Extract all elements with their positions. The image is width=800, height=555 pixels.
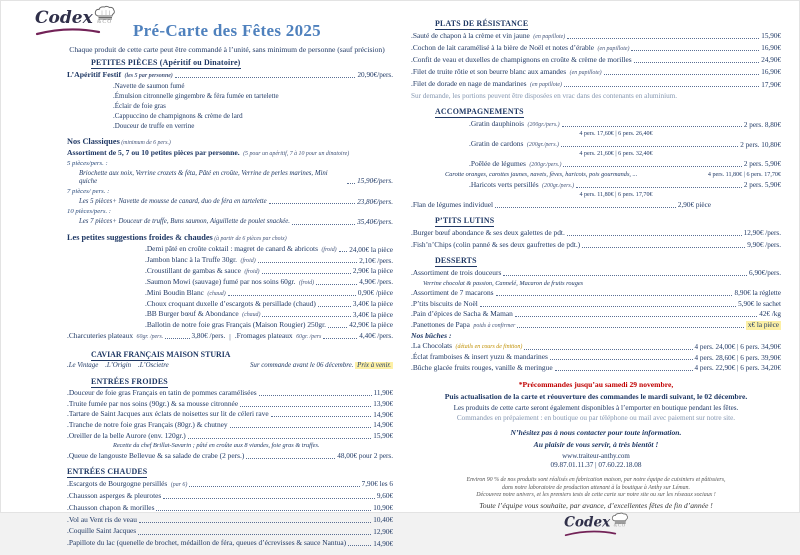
item-price: 0,90€ /pièce (357, 289, 393, 298)
menu-item-row (411, 269, 781, 278)
dotted-leader (318, 306, 351, 307)
menu-item-row (411, 56, 781, 65)
item-label: 5 pièces/pers. : (67, 160, 108, 168)
item-label: 7 pièces/ pers. : (67, 187, 110, 195)
item-price: 8,90€ la réglette (734, 289, 781, 298)
item-name: .Éclat framboises & insert yuzu & mandarines (411, 352, 548, 362)
section-heading-note: (minimum de 6 pers.) (119, 140, 171, 147)
section-heading-text: Nos Classiques (67, 137, 120, 147)
item-note: 60gr. /pers. (135, 333, 164, 340)
item-name: .Charcuteries plateaux 60gr. /pers. (67, 330, 164, 340)
item-note: (les 5 par personne) (123, 72, 173, 79)
menu-item-row (67, 516, 393, 525)
dotted-leader (163, 498, 375, 499)
item-name: .Escargots de Bourgogne persillés (par 6) (67, 478, 188, 488)
menu-item-row (411, 321, 781, 330)
dotted-leader (175, 77, 356, 78)
menu-item-row (145, 278, 393, 287)
menu-subitem: .Douceur de truffe en verrine (113, 122, 195, 131)
section-heading-text: PETITES PIÈCES (Apéritif ou Dinatoire) (91, 58, 241, 67)
item-price: 17,90€ (761, 80, 781, 89)
item-price: 16,90€ (761, 68, 781, 77)
dotted-leader (246, 458, 335, 459)
item-price: 3,40€ la pièce (352, 299, 393, 308)
footer-line: *Précommandes jusqu’au samedi 29 novembre, (518, 380, 674, 390)
footer-line: Les produits de cette carte seront également disponibles à l’emporter en boutique pendant les fêtes. (453, 403, 739, 412)
item-price: 42€ /kg (759, 310, 781, 319)
dotted-leader (517, 327, 744, 328)
page-title: Pré-Carte des Fêtes 2025 (133, 21, 321, 40)
item-description: Carotte oranges, carottes jaunes, navets, fèves, haricots, pois gourmands, ... (445, 170, 638, 178)
dotted-leader (316, 284, 357, 285)
item-price: 2,90€ la pièce (352, 267, 393, 276)
footer-line: Environ 90 % de nos produits sont réalisés en fabrication maison, par notre équipe de cuisiniers et pâtissiers, (466, 476, 726, 483)
brand-suffix: &CO (96, 19, 113, 25)
menu-item-row (411, 229, 781, 238)
item-price: 2 pers. 5,90€ (743, 160, 781, 169)
footer-lines (411, 381, 781, 510)
section-heading (91, 350, 393, 359)
left-column (67, 58, 393, 555)
item-price: 35,40€/pers. (357, 217, 393, 226)
footer-line: Puis actualisation de la carte et réouverture des commandes le mardi suivant, le 02 décembre. (444, 391, 748, 401)
item-name: Assortiment de 5, 7 ou 10 petites pièces par personne. (67, 148, 240, 158)
dotted-leader (228, 295, 356, 296)
item-label: 10 pièces/pers. : (67, 207, 112, 215)
menu-item-row (67, 492, 393, 501)
menu-item-row (411, 353, 781, 362)
item-description-row (445, 171, 781, 179)
dotted-leader (262, 273, 351, 274)
item-name: .Mini Boudin Blanc (chaud) (145, 287, 226, 297)
footer-line: Découvrez notre univers, et les premiers tests de cette carte sur notre site ou sur les réseaux sociaux ! (476, 492, 716, 499)
item-price: 3,40€ la pièce (352, 310, 393, 319)
footer-line: Commandes en prépaiement : en boutique ou par téléphone ou mail avec paiement sur notre site. (456, 414, 736, 423)
portion-prices: 4 pers. 17,60€ | 6 pers. 26,40€ (579, 130, 653, 137)
menu-item-row (145, 267, 393, 276)
section-heading (91, 377, 393, 386)
menu-item-row (67, 527, 393, 536)
section-heading-text: CAVIAR FRANÇAIS (91, 349, 165, 359)
menu-item-row (411, 32, 781, 41)
dotted-leader (567, 235, 742, 236)
menu-item-row (67, 504, 393, 513)
menu-item-row (411, 44, 781, 53)
dotted-leader (634, 62, 760, 63)
item-price: 4 pers. 22,90€ | 6 pers. 34,20€ (694, 364, 781, 373)
dotted-leader (561, 146, 738, 147)
dotted-leader (259, 395, 372, 396)
item-name: .Haricots verts persillés (200gr./pers.) (469, 179, 575, 189)
brand-name: Codex (563, 514, 610, 531)
item-note: poids à confirmer (471, 322, 516, 329)
menu-section (67, 350, 393, 370)
item-note: (chaud) (240, 312, 261, 319)
section-heading-text: MAISON STURIA (164, 349, 231, 359)
dotted-leader (562, 126, 742, 127)
menu-item-row (79, 218, 393, 226)
item-price: 42,90€ la pièce (349, 321, 393, 330)
item-name: L’Apéritif Festif (les 5 par personne) (67, 69, 173, 79)
dotted-leader (550, 359, 693, 360)
dotted-leader (165, 338, 189, 339)
menu-item-row (411, 68, 781, 77)
section-heading-text: ENTRÉES CHAUDES (67, 467, 148, 477)
item-name: .Pain d’épices de Sacha & Maman (411, 309, 513, 319)
menu-section (67, 233, 393, 343)
item-price: 48,00€ pour 2 pers. (337, 451, 393, 460)
item-price: 16,90€ (761, 44, 781, 53)
item-note: (en papillote) (568, 69, 602, 76)
item-price: 24,90€ (761, 56, 781, 65)
dotted-leader (348, 545, 371, 546)
website-link[interactable]: www.traiteur-anthy.com (562, 451, 630, 460)
item-price: 2 pers. 5,90€ (743, 181, 781, 190)
item-price: 20,90€/pers. (357, 71, 393, 80)
caviar-row (67, 362, 393, 370)
menu-section (411, 216, 781, 249)
dotted-leader (138, 534, 371, 535)
item-name: .Oreiller de la belle Aurore (env. 120gr.) (67, 430, 186, 440)
menu-item-row (67, 432, 393, 441)
section-heading (67, 137, 393, 147)
item-name: .P’tits biscuits de Noël (411, 298, 478, 308)
item-note: (200gr./pers.) (527, 161, 562, 168)
menu-section (67, 467, 393, 548)
item-price: 4 pers. 28,60€ | 6 pers. 39,90€ (694, 353, 781, 362)
item-note: (en papillote) (528, 82, 562, 88)
menu-item-row (67, 480, 393, 489)
item-name: Les 7 pièces+ Douceur de truffe, Buns saumon, Aiguillette de poulet snackée. (79, 218, 290, 226)
menu-item-row (411, 241, 781, 250)
item-note: (froid) (239, 258, 256, 265)
menu-section (67, 58, 393, 130)
item-price: 12,90€ (373, 527, 393, 536)
menu-subitem: .Cappuccino de champignons & crème de lard (113, 112, 243, 121)
menu-item-row (411, 300, 781, 309)
dotted-leader (576, 187, 742, 188)
menu-item-row (79, 170, 393, 186)
dotted-leader (582, 247, 745, 248)
menu-subitem: .Éclair de foie gras (113, 101, 166, 110)
menu-item-row (411, 364, 781, 373)
dotted-leader (240, 406, 371, 407)
item-name: .Bûche glacée fruits rouges, vanille & meringue (411, 362, 553, 372)
section-heading-text: DESSERTS (435, 256, 477, 266)
dotted-leader (271, 416, 372, 417)
item-price: 3,80€ /pers. (191, 332, 226, 341)
menu-item-row (411, 201, 711, 210)
item-price: 2,90€ pièce (677, 201, 711, 210)
dotted-leader (564, 86, 759, 87)
dotted-leader (189, 486, 359, 487)
item-name: .Chausson asperges & pleurotes (67, 490, 162, 500)
item-price: 13,90€ (373, 399, 393, 408)
item-price: x€ la pièce (747, 321, 779, 330)
logo-swoosh-icon (564, 530, 617, 536)
menu-item-row (469, 181, 781, 190)
item-price: 10,90€ (373, 503, 393, 512)
menu-item-row (411, 80, 781, 89)
item-name: .Sauté de chapon à la crème et vin jaune (en papillote) (411, 30, 566, 40)
item-name: .Filet de truite rôtie et son beurre blanc aux amandes (en papillote) (411, 66, 602, 76)
item-name: .Panettones de Papa poids à confirmer (411, 319, 516, 329)
item-name: .Jambon blanc à la Truffe 30gr. (froid) (145, 255, 256, 265)
item-name: .Assortiment de trois douceurs (411, 268, 502, 277)
item-price: 2,10€ /pers. (359, 256, 393, 265)
item-name: .Burger bœuf abondance & ses deux galettes de pdt. (411, 228, 565, 237)
item-note: (froid) (320, 247, 337, 254)
item-name: .La Chocolats (détails en cours de finition) (411, 341, 523, 351)
price-to-come: Prix à venir. (357, 361, 391, 369)
item-name: .Demi pâté en croûte coktail : magret de canard & abricots (froid) (145, 244, 337, 254)
item-note: (détails en cours de finition) (454, 344, 523, 351)
item-price: 4,40€ /pers. (359, 332, 394, 341)
footer-line: Toute l’équipe vous souhaite, par avance, d’excellentes fêtes de fin d’année ! (479, 501, 713, 511)
menu-section (67, 137, 393, 226)
item-price: 14,90€ (373, 539, 393, 548)
menu-item-row (79, 198, 393, 206)
menu-item-row (469, 160, 781, 169)
dotted-leader (567, 38, 759, 39)
menu-item-left (67, 332, 225, 343)
item-note: (200gr./pers.) (526, 122, 560, 129)
menu-subitem: .Navette de saumon fumé (113, 81, 185, 90)
section-heading (91, 58, 393, 67)
item-price: 2 pers. 10,80€ (740, 140, 781, 149)
item-name: .Coquille Saint Jacques (67, 526, 137, 536)
section-heading-text: ACCOMPAGNEMENTS (435, 107, 524, 117)
item-price: 14,90€ (373, 421, 393, 430)
footer-line: Au plaisir de vous servir, à très bientôt ! (533, 439, 659, 449)
menu-item-row (235, 332, 393, 341)
menu-item-row (411, 342, 781, 351)
dotted-leader (258, 262, 358, 263)
menu-section (67, 377, 393, 460)
dotted-leader (524, 349, 692, 350)
right-column (411, 19, 781, 542)
divider: | (229, 332, 231, 342)
menu-subitem: .Émulsion citronnelle gingembre & féra fumée en tartelette (113, 91, 279, 100)
portion-prices: 4 pers. 21,60€ | 6 pers. 32,40€ (579, 150, 653, 157)
item-name: Les 5 pièces+ Navette de mousse de canard, duo de féra en tartelette (79, 198, 267, 206)
item-price: 9,90€ /pers. (747, 241, 781, 250)
dotted-leader (139, 522, 371, 523)
item-note: (froid) (297, 279, 315, 286)
item-label: Nos bûches : (411, 330, 452, 340)
dotted-leader (188, 438, 371, 439)
item-name: .Gratin dauphinois (200gr./pers.) (469, 119, 560, 129)
page-subtitle: Chaque produit de cette carte peut être commandé à l’unité, sans minimum de personne (sauf précision) (69, 45, 385, 54)
section-heading-text: ENTRÉES FROIDES (91, 376, 168, 386)
item-name: .Douceur de foie gras Français en tatin de pommes caramélisées (67, 388, 257, 398)
dotted-leader (495, 207, 676, 208)
item-note: (5 pour un apéritif, 7 à 10 pour un dinatoire) (241, 151, 350, 158)
item-name: .Fromages plateaux 60gr. /pers (234, 330, 322, 340)
menu-item-row (67, 400, 393, 409)
item-note: (par 6) (169, 481, 188, 488)
item-name: .Tranche de notre foie gras Français (80gr.) & chutney (67, 419, 228, 429)
item-name: .Tartare de Saint Jacques aux éclats de noisettes sur lit de céleri rave (67, 409, 269, 419)
brand-suffix: &CO (613, 522, 626, 528)
section-heading (435, 256, 781, 265)
dotted-leader (269, 203, 355, 204)
menu-item-row (145, 321, 393, 330)
menu-section (411, 19, 781, 100)
item-note: (200gr./pers.) (540, 182, 575, 189)
section-heading-text: P’TITS LUTINS (435, 216, 495, 226)
item-price: 23,80€/pers. (357, 197, 393, 206)
item-note: 60gr. /pers (294, 333, 322, 340)
item-name: .Filet de dorade en nage de mandarines (en papillote) (411, 79, 562, 88)
menu-item-row (411, 289, 781, 298)
section-note: Sur demande, les portions peuvent être disposées en vrac dans des contenants en aluminium. (411, 92, 678, 101)
menu-item-row (67, 149, 393, 158)
item-price: 4,90€ /pers. (359, 278, 393, 287)
dotted-leader (156, 510, 371, 511)
menu-item-row (145, 300, 393, 309)
menu-item-row (67, 332, 225, 341)
dotted-leader (604, 74, 760, 75)
item-price: 4 pers. 24,00€ | 6 pers. 34,90€ (694, 342, 781, 351)
right-sections (411, 19, 781, 372)
item-price: 14,90€ (373, 410, 393, 419)
item-price: 2 pers. 8,80€ (743, 120, 781, 129)
menu-item-row (145, 289, 393, 298)
menu-item-row (67, 452, 393, 461)
caviar-varieties: .Le Vintage .L’Origin .L’Oscietre (67, 361, 169, 369)
dotted-leader (262, 316, 350, 317)
section-heading (67, 233, 393, 243)
item-price: 5,90€ le sachet (738, 299, 781, 308)
section-heading (435, 216, 781, 225)
menu-item-row (469, 120, 781, 129)
dotted-leader (631, 50, 759, 51)
item-price: 12,90€ /pers. (743, 229, 781, 238)
item-name: .Gratin de cardons (200gr./pers.) (469, 139, 559, 148)
footer (411, 381, 781, 541)
item-price: 11,90€ (373, 389, 393, 398)
dotted-leader (503, 275, 747, 276)
dotted-leader (292, 224, 355, 225)
caviar-availability: Sur commande avant le 06 décembre. Prix à venir. (249, 361, 391, 369)
portion-prices: 4 pers. 11,80€ | 6 pers. 17,70€ (579, 191, 653, 198)
section-heading (435, 19, 781, 28)
menu-item-right (235, 332, 393, 343)
item-name: .Vol au Vent ris de veau (67, 514, 137, 524)
item-name: .Croustillant de gambas & sauce (froid) (145, 265, 260, 275)
item-name: .Fish’n’Chips (colin panné & ses deux gaufrettes de pdt.) (411, 239, 581, 249)
menu-section (411, 107, 781, 209)
menu-item-row (67, 389, 393, 398)
item-name: .Saumon Mowi (sauvage) fumé par nos soins 60gr. (froid) (145, 276, 315, 286)
item-note: (froid) (242, 268, 260, 275)
brand-name: Codex (35, 8, 93, 28)
dotted-leader (339, 251, 348, 252)
item-name: .Truite fumée par nos soins (90gr.) & sa mousse citronnée (67, 398, 239, 408)
section-heading (435, 107, 781, 116)
menu-item-row (469, 140, 781, 149)
portion-prices: 4 pers. 11,80€ | 6 pers. 17,70€ (707, 171, 781, 178)
dotted-leader (347, 183, 355, 184)
footer-line: N’hésitez pas à nous contacter pour toute information. (510, 428, 682, 438)
item-name: .Confit de veau et duxelles de champignons en croûte & crème de morilles (411, 54, 632, 64)
item-price: 15,90€/pers. (357, 177, 393, 186)
item-name: .Assortiment de 7 macarons (411, 287, 494, 297)
footer-line: 09.87.01.11.37 | 07.60.22.18.08 (550, 461, 642, 470)
dotted-leader (323, 338, 357, 339)
item-name: .Cochon de lait caramélisé à la bière de Noël et notes d’érable (en papillote) (411, 42, 630, 52)
menu-item-row (145, 310, 393, 319)
menu-item-row (67, 410, 393, 419)
item-note: (en papillote) (531, 33, 566, 40)
menu-item-row-double (67, 332, 393, 343)
menu-item-row (67, 71, 393, 80)
item-name: .Papillote du lac (quenelle de brochet, médaillon de féra, queues d’écrevisses & sauce Nantua) (67, 538, 347, 548)
item-name: .Poêlée de légumes (200gr./pers.) (469, 158, 562, 168)
dotted-leader (230, 427, 372, 428)
dotted-leader (480, 306, 736, 307)
item-price: 6,90€/pers. (749, 269, 781, 278)
footer-line: dans notre laboratoire de production attenant à la boutique à Anthy sur Léman. (502, 484, 690, 491)
item-price: 9,60€ (376, 492, 393, 500)
menu-item-row (145, 245, 393, 254)
section-heading-text: Les petites suggestions froides & chaudes (67, 233, 213, 243)
item-name: Briochette aux noix, Verrine crozets & féta, Pâté en croûte, Verrine de perles marines, Mini quiche (79, 170, 328, 185)
item-name: .Queue de langouste Bellevue & sa salade de crabe (2 pers.) (67, 450, 245, 460)
dotted-leader (328, 327, 347, 328)
chef-hat-icon (611, 513, 629, 524)
item-price: 15,90€ (761, 32, 781, 41)
item-price: 24,00€ la pièce (349, 245, 393, 254)
item-note: (200gr./pers.) (525, 142, 559, 148)
section-heading-note: (à partir de 6 pièces par choix) (212, 236, 287, 243)
item-name: .Ballotin de notre foie gras Français (Maison Rougier) 250gr. (145, 320, 327, 330)
item-name: .Chausson chapon & morilles (67, 502, 155, 512)
dotted-leader (515, 316, 757, 317)
item-name: .Flan de légumes individuel (411, 199, 494, 209)
section-heading-text: PLATS DE RÉSISTANCE (435, 19, 529, 28)
menu-item-row (67, 421, 393, 430)
menu-item-row (145, 256, 393, 265)
item-name: .Choux croquant duxelle d’escargots & persillade (chaud) (145, 298, 316, 308)
item-price: 10,40€ (373, 515, 393, 524)
dotted-leader (563, 166, 741, 167)
section-heading (67, 467, 393, 476)
item-name: .BB Burger bœuf & Abondance (chaud) (145, 309, 261, 319)
item-note: (chaud) (205, 290, 226, 297)
item-description: Recette du chef Brillat-Savarin ; pâté en croûte aux 8 viandes, foie gras & truffes. (113, 442, 320, 450)
header (1, 1, 453, 54)
menu-section (411, 256, 781, 372)
item-note: (en papillote) (596, 45, 630, 52)
menu-item-row (67, 539, 393, 548)
dotted-leader (555, 370, 693, 371)
item-price: 15,90€ (373, 431, 393, 440)
dotted-leader (496, 295, 733, 296)
item-price: 7,90€ les 6 (361, 480, 393, 489)
brand-logo-bottom (564, 516, 629, 537)
item-description: Verrine chocolat & passion, Cannelé, Macaron de fruits rouges (423, 279, 584, 287)
menu-item-row (411, 310, 781, 319)
